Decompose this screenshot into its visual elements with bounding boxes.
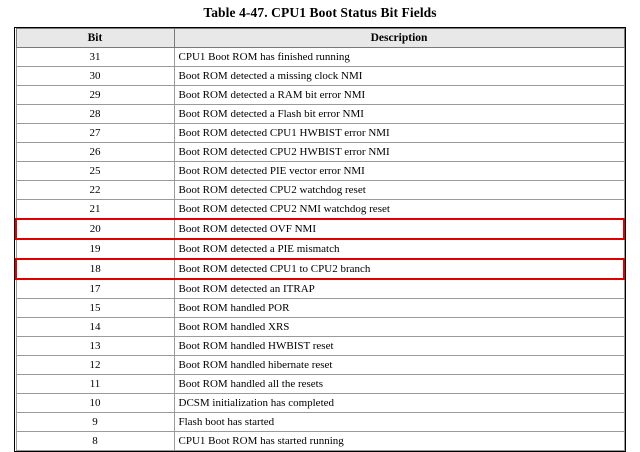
cell-description: Boot ROM detected a RAM bit error NMI bbox=[174, 86, 624, 105]
cell-description: Boot ROM detected a PIE mismatch bbox=[174, 239, 624, 259]
cell-bit: 11 bbox=[16, 375, 174, 394]
cell-bit: 8 bbox=[16, 432, 174, 451]
table-row bbox=[16, 375, 624, 394]
cell-description: Boot ROM handled POR bbox=[174, 299, 624, 318]
table-row bbox=[16, 239, 624, 259]
cell-bit: 15 bbox=[16, 299, 174, 318]
cell-bit: 26 bbox=[16, 143, 174, 162]
cell-description: Boot ROM detected a missing clock NMI bbox=[174, 67, 624, 86]
cell-bit: 28 bbox=[16, 105, 174, 124]
cell-bit: 9 bbox=[16, 413, 174, 432]
column-header-bit: Bit bbox=[16, 29, 174, 48]
cell-bit: 31 bbox=[16, 48, 174, 67]
table-row bbox=[16, 337, 624, 356]
cell-description: Boot ROM detected CPU2 NMI watchdog reset bbox=[174, 200, 624, 220]
table-row bbox=[16, 86, 624, 105]
cell-bit: 25 bbox=[16, 162, 174, 181]
cell-description: Boot ROM detected a Flash bit error NMI bbox=[174, 105, 624, 124]
table-row bbox=[16, 219, 624, 239]
cell-description: CPU1 Boot ROM has started running bbox=[174, 432, 624, 451]
table-row bbox=[16, 432, 624, 451]
cell-bit: 18 bbox=[16, 259, 174, 279]
cell-bit: 30 bbox=[16, 67, 174, 86]
table-header bbox=[16, 29, 624, 48]
cell-bit: 27 bbox=[16, 124, 174, 143]
table-row bbox=[16, 67, 624, 86]
cell-bit: 29 bbox=[16, 86, 174, 105]
table-body bbox=[16, 48, 624, 451]
table-row bbox=[16, 124, 624, 143]
table-header-row bbox=[16, 29, 624, 48]
cell-description: Boot ROM detected CPU2 watchdog reset bbox=[174, 181, 624, 200]
table-row bbox=[16, 162, 624, 181]
cell-description: Boot ROM detected CPU2 HWBIST error NMI bbox=[174, 143, 624, 162]
table-row bbox=[16, 356, 624, 375]
cell-bit: 12 bbox=[16, 356, 174, 375]
table-row bbox=[16, 200, 624, 220]
bit-fields-table-container bbox=[14, 27, 626, 452]
cell-description: Boot ROM detected PIE vector error NMI bbox=[174, 162, 624, 181]
cell-bit: 22 bbox=[16, 181, 174, 200]
cell-description: Flash boot has started bbox=[174, 413, 624, 432]
table-row bbox=[16, 105, 624, 124]
cell-bit: 21 bbox=[16, 200, 174, 220]
cell-description: Boot ROM handled hibernate reset bbox=[174, 356, 624, 375]
cell-description: Boot ROM detected OVF NMI bbox=[174, 219, 624, 239]
cell-bit: 10 bbox=[16, 394, 174, 413]
cell-bit: 13 bbox=[16, 337, 174, 356]
table-row bbox=[16, 394, 624, 413]
cell-description: Boot ROM detected an ITRAP bbox=[174, 279, 624, 299]
table-row bbox=[16, 279, 624, 299]
table-row bbox=[16, 318, 624, 337]
table-row bbox=[16, 299, 624, 318]
cell-description: Boot ROM handled XRS bbox=[174, 318, 624, 337]
cell-bit: 19 bbox=[16, 239, 174, 259]
cell-description: Boot ROM detected CPU1 to CPU2 branch bbox=[174, 259, 624, 279]
cell-bit: 20 bbox=[16, 219, 174, 239]
table-caption: Table 4-47. CPU1 Boot Status Bit Fields bbox=[203, 5, 437, 20]
cell-description: DCSM initialization has completed bbox=[174, 394, 624, 413]
table-row bbox=[16, 413, 624, 432]
bit-fields-table bbox=[15, 28, 625, 451]
column-header-description: Description bbox=[174, 29, 624, 48]
cell-description: Boot ROM handled all the resets bbox=[174, 375, 624, 394]
cell-bit: 14 bbox=[16, 318, 174, 337]
table-row bbox=[16, 48, 624, 67]
cell-description: Boot ROM handled HWBIST reset bbox=[174, 337, 624, 356]
table-row bbox=[16, 181, 624, 200]
cell-description: Boot ROM detected CPU1 HWBIST error NMI bbox=[174, 124, 624, 143]
table-row bbox=[16, 143, 624, 162]
cell-bit: 17 bbox=[16, 279, 174, 299]
table-row bbox=[16, 259, 624, 279]
cell-description: CPU1 Boot ROM has finished running bbox=[174, 48, 624, 67]
